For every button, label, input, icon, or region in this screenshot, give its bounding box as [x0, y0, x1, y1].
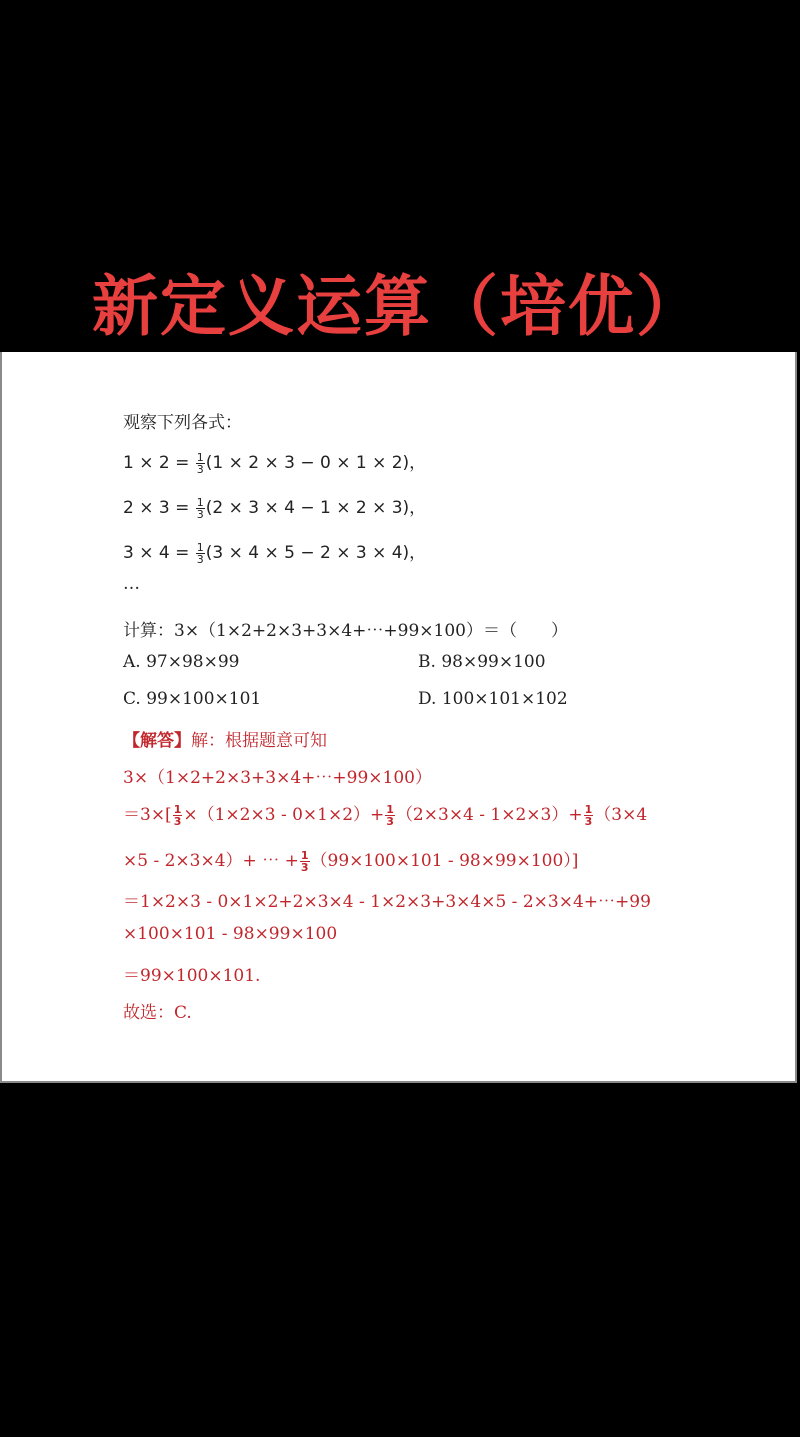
question-intro: 观察下列各式：: [123, 413, 242, 433]
solution-line-5: ×100×101 - 98×99×100: [123, 924, 338, 944]
solution-line-4: ＝1×2×3 - 0×1×2+2×3×4 - 1×2×3+3×4×5 - 2×3×4+⋯+99: [123, 892, 651, 912]
option-d: D. 100×101×102: [418, 689, 568, 709]
fraction: $\frac{1}{3}$: [196, 540, 204, 566]
solution-header: 【解答】解：根据题意可知: [123, 731, 327, 751]
example-row: 1 × 2 = $\frac{1}{3}$ (1 × 2 × 3 − 0 × 1 × 2)，: [123, 450, 427, 476]
fraction: $\frac{1}{3}$: [196, 495, 204, 521]
option-a: A. 97×98×99: [123, 652, 240, 672]
option-b: B. 98×99×100: [418, 652, 546, 672]
solution-conclusion: 故选：C.: [123, 1003, 192, 1023]
problem-panel: [0, 352, 797, 1083]
ellipsis: …: [123, 574, 140, 594]
solution-line-1: 3×（1×2+2×3+3×4+⋯+99×100）: [123, 768, 432, 788]
example-row: 3 × 4 = $\frac{1}{3}$ (3 × 4 × 5 − 2 × 3 × 4)，: [123, 540, 427, 566]
solution-tag: 【解答】: [123, 731, 191, 751]
solution-line-2: ＝3×[ $\frac{1}{3}$ ×（1×2×3 - 0×1×2）+ $\frac{1}{3}$ （2×3×4 - 1×2×3）+ $\frac{1}{3}$ （3×4: [123, 803, 648, 828]
example-row: 2 × 3 = $\frac{1}{3}$ (2 × 3 × 4 − 1 × 2 × 3)，: [123, 495, 427, 521]
question-prompt: 计算：3×（1×2+2×3+3×4+⋯+99×100）＝（ ）: [123, 621, 568, 641]
page-title: 新定义运算（培优）: [92, 268, 704, 345]
option-c: C. 99×100×101: [123, 689, 262, 709]
solution-line-3: ×5 - 2×3×4）+ ⋯ + $\frac{1}{3}$ （99×100×101 - 98×99×100）]: [123, 849, 579, 874]
fraction: $\frac{1}{3}$: [196, 450, 204, 476]
solution-line-6: ＝99×100×101.: [123, 966, 261, 986]
